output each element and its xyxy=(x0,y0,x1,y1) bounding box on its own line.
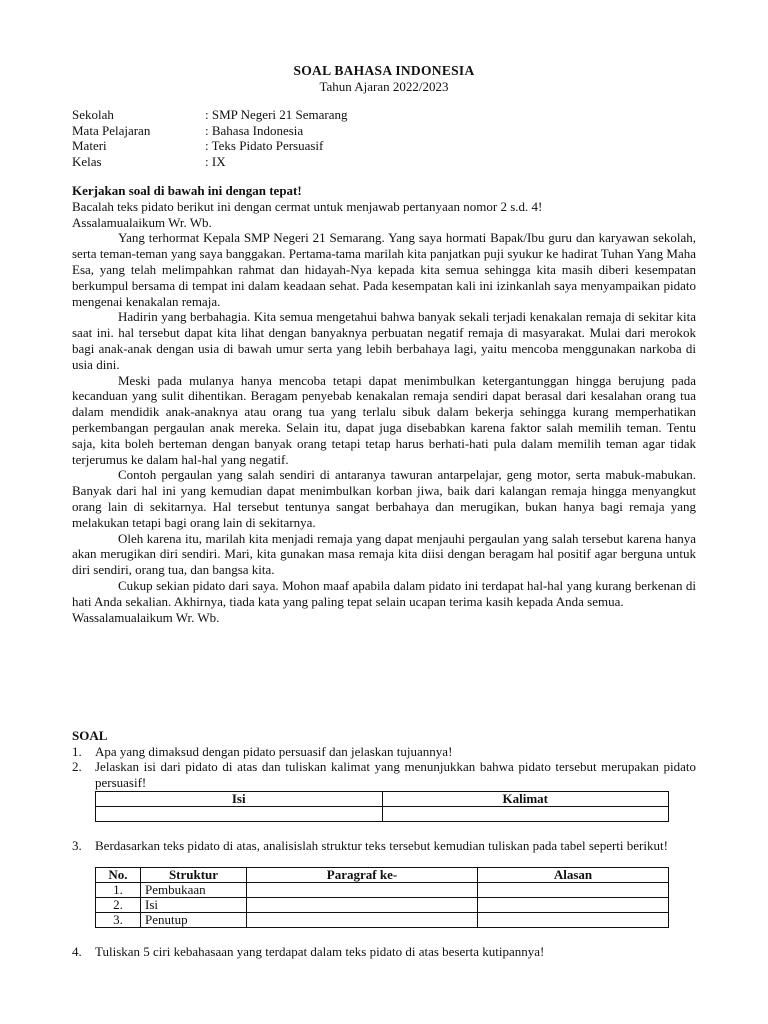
info-value: : Teks Pidato Persuasif xyxy=(205,138,324,153)
table-cell-struktur: Pembukaan xyxy=(141,883,247,898)
question-number: 2. xyxy=(72,759,82,775)
table-header-cell: Paragraf ke- xyxy=(247,868,478,883)
info-label: Kelas xyxy=(72,153,102,169)
question-item xyxy=(72,759,696,790)
table-cell[interactable] xyxy=(478,913,669,928)
question-number: 4. xyxy=(72,944,82,959)
table-cell[interactable] xyxy=(478,898,669,913)
table-cell[interactable] xyxy=(247,883,478,898)
table-cell-no: 2. xyxy=(96,898,141,913)
struktur-table xyxy=(95,867,669,928)
document-subtitle: Tahun Ajaran 2022/2023 xyxy=(319,79,449,94)
question-text: Apa yang dimaksud dengan pidato persuasif dan jelaskan tujuannya! xyxy=(95,743,453,759)
info-row-kelas xyxy=(72,154,348,170)
table-cell[interactable] xyxy=(382,807,669,822)
questions-heading: SOAL xyxy=(72,728,108,743)
question-item xyxy=(72,944,696,960)
info-value: : SMP Negeri 21 Semarang xyxy=(205,107,348,122)
table-cell-struktur: Penutup xyxy=(141,913,247,928)
table-cell[interactable] xyxy=(96,807,383,822)
table-row xyxy=(96,883,669,898)
info-block xyxy=(72,107,348,169)
table-header-cell: Alasan xyxy=(478,868,669,883)
table-cell-no: 3. xyxy=(96,913,141,928)
info-label: Sekolah xyxy=(72,107,114,122)
speech-opening: Assalamualaikum Wr. Wb. xyxy=(72,214,212,230)
questions-section xyxy=(72,728,696,790)
info-row-mata-pelajaran xyxy=(72,123,348,139)
info-row-materi xyxy=(72,138,348,154)
table-header-row xyxy=(96,868,669,883)
table-cell-no: 1. xyxy=(96,883,141,898)
table-header-cell: Isi xyxy=(96,792,383,807)
speech-paragraph: Cukup sekian pidato dari saya. Mohon maaf apabila dalam pidato ini terdapat hal-hal yang kurang berkenan di hati Anda sekalian. Akhirnya, tiada kata yang paling tepat selain ucapan terima kasih kepada Anda semua. xyxy=(72,577,696,609)
table-cell[interactable] xyxy=(478,883,669,898)
question-3-block xyxy=(72,838,696,854)
table-row xyxy=(96,807,669,822)
speech-paragraph: Yang terhormat Kepala SMP Negeri 21 Semarang. Yang saya hormati Bapak/Ibu guru dan karyawan sekolah, serta teman-teman yang saya banggakan. Pertama-tama marilah kita panjatkan puji syukur ke hadirat Tuhan Yang Maha Esa, yang telah melimpahkan rahmat dan hidayah-Nya kepada kita semua sehingga kita masih diberi kesempatan berkumpul bersama di tempat ini dalam keadaan sehat. Pada kesempatan kali ini izinkanlah saya menyampaikan pidato mengenai kenakalan remaja. xyxy=(72,230,696,309)
info-value: : Bahasa Indonesia xyxy=(205,122,304,138)
info-label: Materi xyxy=(72,138,107,153)
speech-paragraph: Meski pada mulanya hanya mencoba tetapi dapat menimbulkan ketergantunggan hingga berujung pada kecanduan yang sulit dihentikan. Beragam penyebab kenakalan remaja sendiri dapat berasal dari kesalahan orang tua dalam mendidik anak-anaknya atau orang tua yang terlalu sibuk dalam bekerja sehingga kurang memperhatikan perkembangan pergaulan anak mereka. Selain itu, dapat juga disebabkan karena faktor salah memilih teman. Tentu saja, kita boleh berteman dengan banyak orang tetapi tetap harus berhati-hati pula dalam memilih teman agar tidak terjerumus ke dalam hal-hal yang negatif. xyxy=(72,372,696,467)
info-value: : IX xyxy=(205,153,226,169)
document-header xyxy=(0,63,768,95)
speech-paragraph: Hadirin yang berbahagia. Kita semua mengetahui bahwa banyak sekali terjadi kenakalan remaja di sekitar kita saat ini. hal tersebut dapat kita lihat dengan banyaknya perbuatan negatif remaja di masyarakat. Mulai dari merokok bagi anak-anak dengan usia di bawah umur serta yang lebih berbahaya lagi, yaitu mencoba menggunakan narkoba di usia dini. xyxy=(72,309,696,372)
table-cell-struktur: Isi xyxy=(141,898,247,913)
instruction-text: Bacalah teks pidato berikut ini dengan cermat untuk menjawab pertanyaan nomor 2 s.d. 4! xyxy=(72,198,543,214)
question-text: Berdasarkan teks pidato di atas, analisislah struktur teks tersebut kemudian tuliskan pada tabel seperti berikut! xyxy=(95,838,668,853)
question-item xyxy=(72,838,696,854)
table-row xyxy=(96,913,669,928)
speech-paragraph: Contoh pergaulan yang salah sendiri di antaranya tawuran antarpelajar, geng motor, serta mabuk-mabukan. Banyak dari hal ini yang kemudian dapat menimbulkan korban jiwa, baik dari kalangan remaja hingga menyangkut orang lain di sekitarnya. Hal tersebut tentunya sangat berbahaya dan merugikan, bukan hanya bagi remaja yang melakukan tetapi bagi orang lain di sekitarnya. xyxy=(72,467,696,530)
table-header-cell: No. xyxy=(96,868,141,883)
question-number: 1. xyxy=(72,743,82,759)
table-row xyxy=(96,898,669,913)
question-text: Tuliskan 5 ciri kebahasaan yang terdapat dalam teks pidato di atas beserta kutipannya! xyxy=(95,944,545,959)
table-cell[interactable] xyxy=(247,913,478,928)
question-4-block xyxy=(72,944,696,960)
speech-paragraph: Oleh karena itu, marilah kita menjadi remaja yang dapat menjauhi pergaulan yang salah tersebut karena hanya akan merugikan diri sendiri. Mari, kita gunakan masa remaja kita diisi dengan beragam hal positif agar berguna untuk diri sendiri, orang tua, dan bangsa kita. xyxy=(72,530,696,578)
isi-kalimat-table xyxy=(95,791,669,822)
instruction-title: Kerjakan soal di bawah ini dengan tepat! xyxy=(72,183,302,198)
question-item xyxy=(72,744,696,760)
info-label: Mata Pelajaran xyxy=(72,122,151,138)
question-number: 3. xyxy=(72,838,82,853)
table-header-cell: Kalimat xyxy=(382,792,669,807)
question-text: Jelaskan isi dari pidato di atas dan tuliskan kalimat yang menunjukkan bahwa pidato tersebut merupakan pidato persuasif! xyxy=(95,759,696,790)
table-header-cell: Struktur xyxy=(141,868,247,883)
table-cell[interactable] xyxy=(247,898,478,913)
table-header-row xyxy=(96,792,669,807)
info-row-sekolah xyxy=(72,107,348,123)
speech-closing: Wassalamualaikum Wr. Wb. xyxy=(72,609,220,625)
document-title: SOAL BAHASA INDONESIA xyxy=(293,63,475,78)
speech-body xyxy=(72,183,696,625)
